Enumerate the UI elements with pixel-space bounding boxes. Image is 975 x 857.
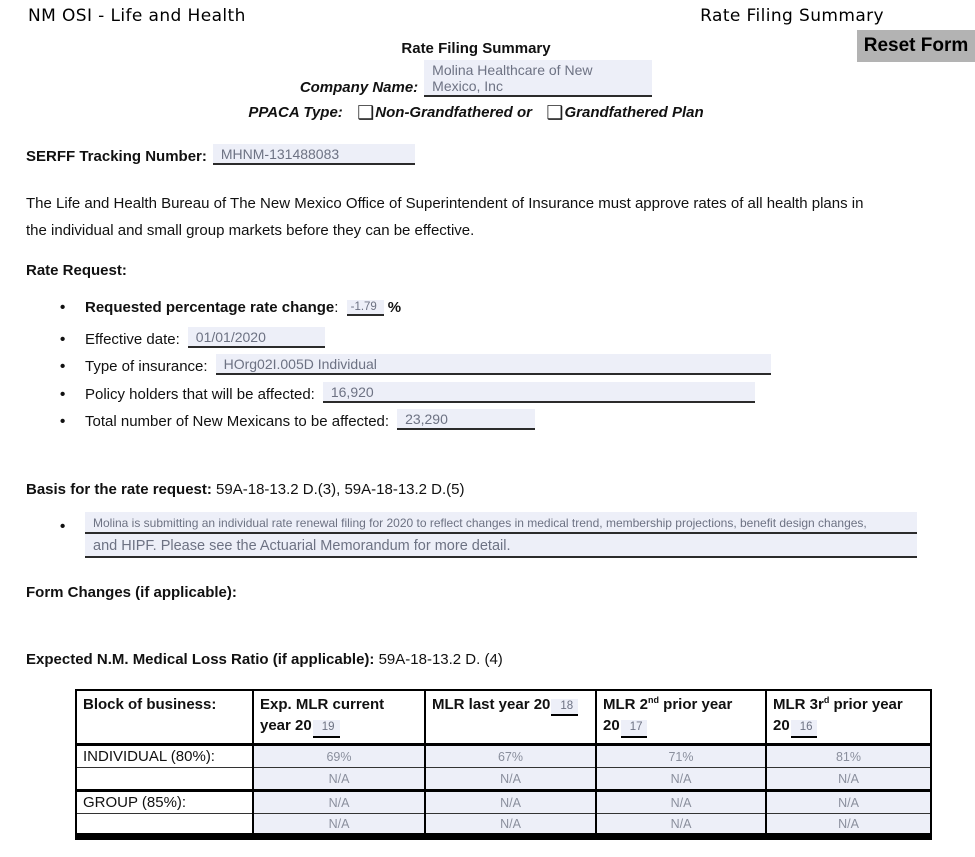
ppaca-type-line: [0, 102, 952, 122]
col-block-of-business: [76, 690, 253, 745]
grandfathered-checkbox-icon[interactable]: ❑: [546, 103, 564, 124]
basis-heading-refs: 59A-18-13.2 D.(3), 59A-18-13.2 D.(5): [211, 480, 465, 498]
rate-change-separator: :: [334, 299, 343, 316]
company-name-label: Company Name:: [299, 79, 419, 96]
mlr-table: [75, 689, 932, 841]
row-label: [76, 814, 253, 837]
header-text: year 20: [260, 717, 312, 735]
basis-text-line1[interactable]: Molina is submitting an individual rate renewal filing for 2020 to reflect changes in medical trend, membership projections, benefit design changes,: [85, 512, 917, 534]
page-header: [0, 0, 975, 26]
serff-tracking-field[interactable]: MHNM-131488083: [213, 144, 415, 165]
mlr-cell[interactable]: N/A: [766, 814, 931, 837]
col-exp-mlr-current: [253, 690, 425, 745]
mlr-cell[interactable]: N/A: [425, 768, 596, 791]
mlr-cell[interactable]: N/A: [425, 814, 596, 837]
serff-tracking-line: [26, 144, 975, 165]
effective-date-field[interactable]: 01/01/2020: [188, 327, 325, 348]
insurance-type-field[interactable]: HOrg02I.005D Individual: [216, 354, 771, 375]
mlr-cell[interactable]: N/A: [425, 791, 596, 814]
row-label: INDIVIDUAL (80%):: [76, 745, 253, 768]
ordinal-suffix: d: [823, 694, 830, 705]
header-text: 20: [603, 717, 620, 735]
basis-field-block: [0, 512, 975, 558]
form-changes-heading: Form Changes (if applicable):: [26, 583, 237, 601]
bullet-icon: [60, 299, 85, 316]
header-text: MLR 3r: [773, 695, 824, 713]
header-text: MLR 2: [603, 695, 648, 713]
form-title: Rate Filing Summary: [401, 40, 551, 57]
basis-text-line2[interactable]: and HIPF. Please see the Actuarial Memorandum for more detail.: [85, 534, 917, 558]
expected-mlr-label: Expected N.M. Medical Loss Ratio (if applicable):: [26, 650, 375, 668]
list-item-total-affected: [60, 409, 975, 437]
rate-change-field[interactable]: -1.79: [347, 300, 384, 316]
header-text: Block of business:: [83, 695, 217, 713]
header-left-title: NM OSI - Life and Health: [28, 6, 246, 26]
mlr-cell[interactable]: N/A: [766, 791, 931, 814]
header-text: Exp. MLR current: [260, 695, 385, 713]
expected-mlr-refs: 59A-18-13.2 D. (4): [374, 650, 503, 668]
intro-paragraph: The Life and Health Bureau of The New Mexico Office of Superintendent of Insurance must approve rates of all health plans in the individual and small group markets before they can be effective.: [26, 195, 864, 239]
list-item-effective-date: [60, 327, 975, 355]
basis-heading-label: Basis for the rate request:: [26, 480, 212, 498]
basis-heading-line: [26, 481, 975, 498]
header-text: MLR last year 20: [432, 695, 551, 713]
mlr-cell[interactable]: N/A: [596, 791, 766, 814]
bullet-icon: [60, 331, 85, 348]
grandfathered-label: Grandfathered Plan: [564, 104, 704, 121]
year-field-2nd-prior[interactable]: 17: [621, 720, 648, 738]
ppaca-type-label: PPACA Type:: [248, 104, 343, 121]
col-mlr-last-year: [425, 690, 596, 745]
mlr-cell[interactable]: 67%: [425, 745, 596, 768]
reset-form-button[interactable]: Reset Form: [857, 30, 975, 62]
serff-tracking-label: SERFF Tracking Number:: [26, 148, 207, 165]
table-row-group-2: [76, 814, 931, 837]
mlr-cell[interactable]: N/A: [766, 768, 931, 791]
non-grandfathered-label: Non-Grandfathered or: [375, 104, 532, 121]
mlr-cell[interactable]: N/A: [253, 814, 425, 837]
row-label: [76, 768, 253, 791]
mlr-cell[interactable]: 69%: [253, 745, 425, 768]
mlr-cell[interactable]: 81%: [766, 745, 931, 768]
mlr-table-header-row: [76, 690, 931, 745]
company-name-line: [0, 60, 952, 97]
ordinal-suffix: nd: [648, 694, 659, 705]
year-field-3rd-prior[interactable]: 16: [791, 720, 818, 738]
non-grandfathered-checkbox-icon[interactable]: ❑: [357, 103, 375, 124]
mlr-cell[interactable]: N/A: [596, 768, 766, 791]
mlr-cell[interactable]: N/A: [253, 768, 425, 791]
bullet-icon: [60, 518, 65, 536]
insurance-type-label: Type of insurance:: [85, 358, 208, 375]
mlr-cell[interactable]: N/A: [596, 814, 766, 837]
header-right-title: Rate Filing Summary: [700, 6, 884, 26]
effective-date-label: Effective date:: [85, 330, 180, 348]
header-text: prior year: [829, 695, 903, 713]
rate-change-label: Requested percentage rate change: [85, 299, 335, 316]
basis-textarea[interactable]: [85, 512, 917, 558]
row-label: GROUP (85%):: [76, 791, 253, 814]
company-name-field[interactable]: Molina Healthcare of New Mexico, Inc: [424, 60, 652, 97]
col-mlr-2nd-prior: [596, 690, 766, 745]
percent-sign: %: [387, 299, 402, 316]
rate-request-heading: Rate Request:: [26, 262, 127, 279]
policy-holders-label: Policy holders that will be affected:: [85, 385, 315, 403]
table-row-individual-2: [76, 768, 931, 791]
year-field-current[interactable]: 19: [313, 720, 340, 738]
list-item-rate-change: [60, 299, 975, 327]
year-field-last[interactable]: 18: [551, 699, 578, 717]
policy-holders-field[interactable]: 16,920: [323, 382, 755, 403]
total-affected-label: Total number of New Mexicans to be affected:: [85, 413, 390, 430]
total-affected-field[interactable]: 23,290: [397, 409, 535, 430]
table-row-individual: [76, 745, 931, 768]
expected-mlr-line: [26, 651, 975, 668]
mlr-cell[interactable]: N/A: [253, 791, 425, 814]
bullet-icon: [60, 358, 85, 375]
table-row-group: [76, 791, 931, 814]
header-text: 20: [773, 717, 790, 735]
bullet-icon: [60, 386, 85, 403]
rate-request-list: [0, 299, 975, 437]
bullet-icon: [60, 413, 85, 430]
list-item-policy-holders: [60, 382, 975, 410]
list-item-insurance-type: [60, 354, 975, 382]
header-text: prior year: [659, 695, 733, 713]
form-title-block: [0, 40, 952, 122]
col-mlr-3rd-prior: [766, 690, 931, 745]
mlr-cell[interactable]: 71%: [596, 745, 766, 768]
